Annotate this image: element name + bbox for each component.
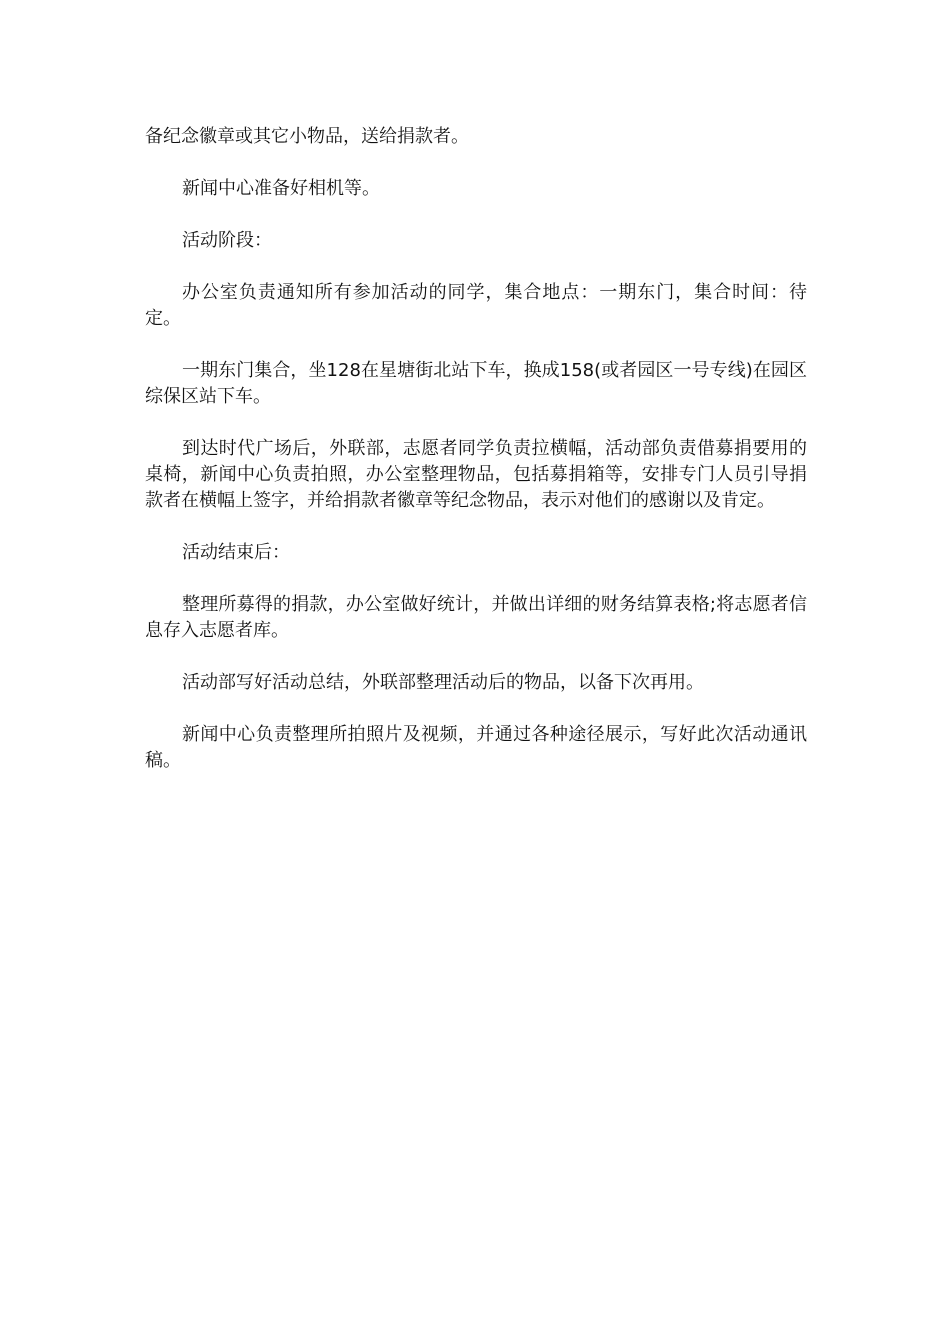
paragraph-activity-summary: 活动部写好活动总结，外联部整理活动后的物品，以备下次再用。 — [182, 672, 704, 693]
paragraph-news-center-camera: 新闻中心准备好相机等。 — [182, 178, 380, 199]
paragraph-transport-route: 一期东门集合，坐128在星塘街北站下车，换成158(或者园区一号专线)在园区综保区站下车。 — [145, 360, 807, 407]
paragraph-souvenir-prep: 备纪念徽章或其它小物品，送给捐款者。 — [145, 126, 469, 147]
paragraph-donation-statistics: 整理所募得的捐款，办公室做好统计，并做出详细的财务结算表格;将志愿者信息存入志愿者库。 — [145, 594, 807, 641]
paragraph-on-site-tasks: 到达时代广场后，外联部，志愿者同学负责拉横幅，活动部负责借募捐要用的桌椅，新闻中心负责拍照，办公室整理物品，包括募捐箱等，安排专门人员引导捐款者在横幅上签字，并给捐款者徽章等纪念物品，表示对他们的感谢以及肯定。 — [145, 438, 807, 511]
paragraph-office-notice: 办公室负责通知所有参加活动的同学，集合地点：一期东门，集合时间：待定。 — [145, 282, 807, 329]
document-body — [145, 124, 807, 800]
paragraph-news-media: 新闻中心负责整理所拍照片及视频，并通过各种途径展示，写好此次活动通讯稿。 — [145, 724, 807, 771]
heading-after-activity: 活动结束后： — [182, 542, 290, 563]
heading-activity-stage: 活动阶段： — [182, 230, 272, 251]
